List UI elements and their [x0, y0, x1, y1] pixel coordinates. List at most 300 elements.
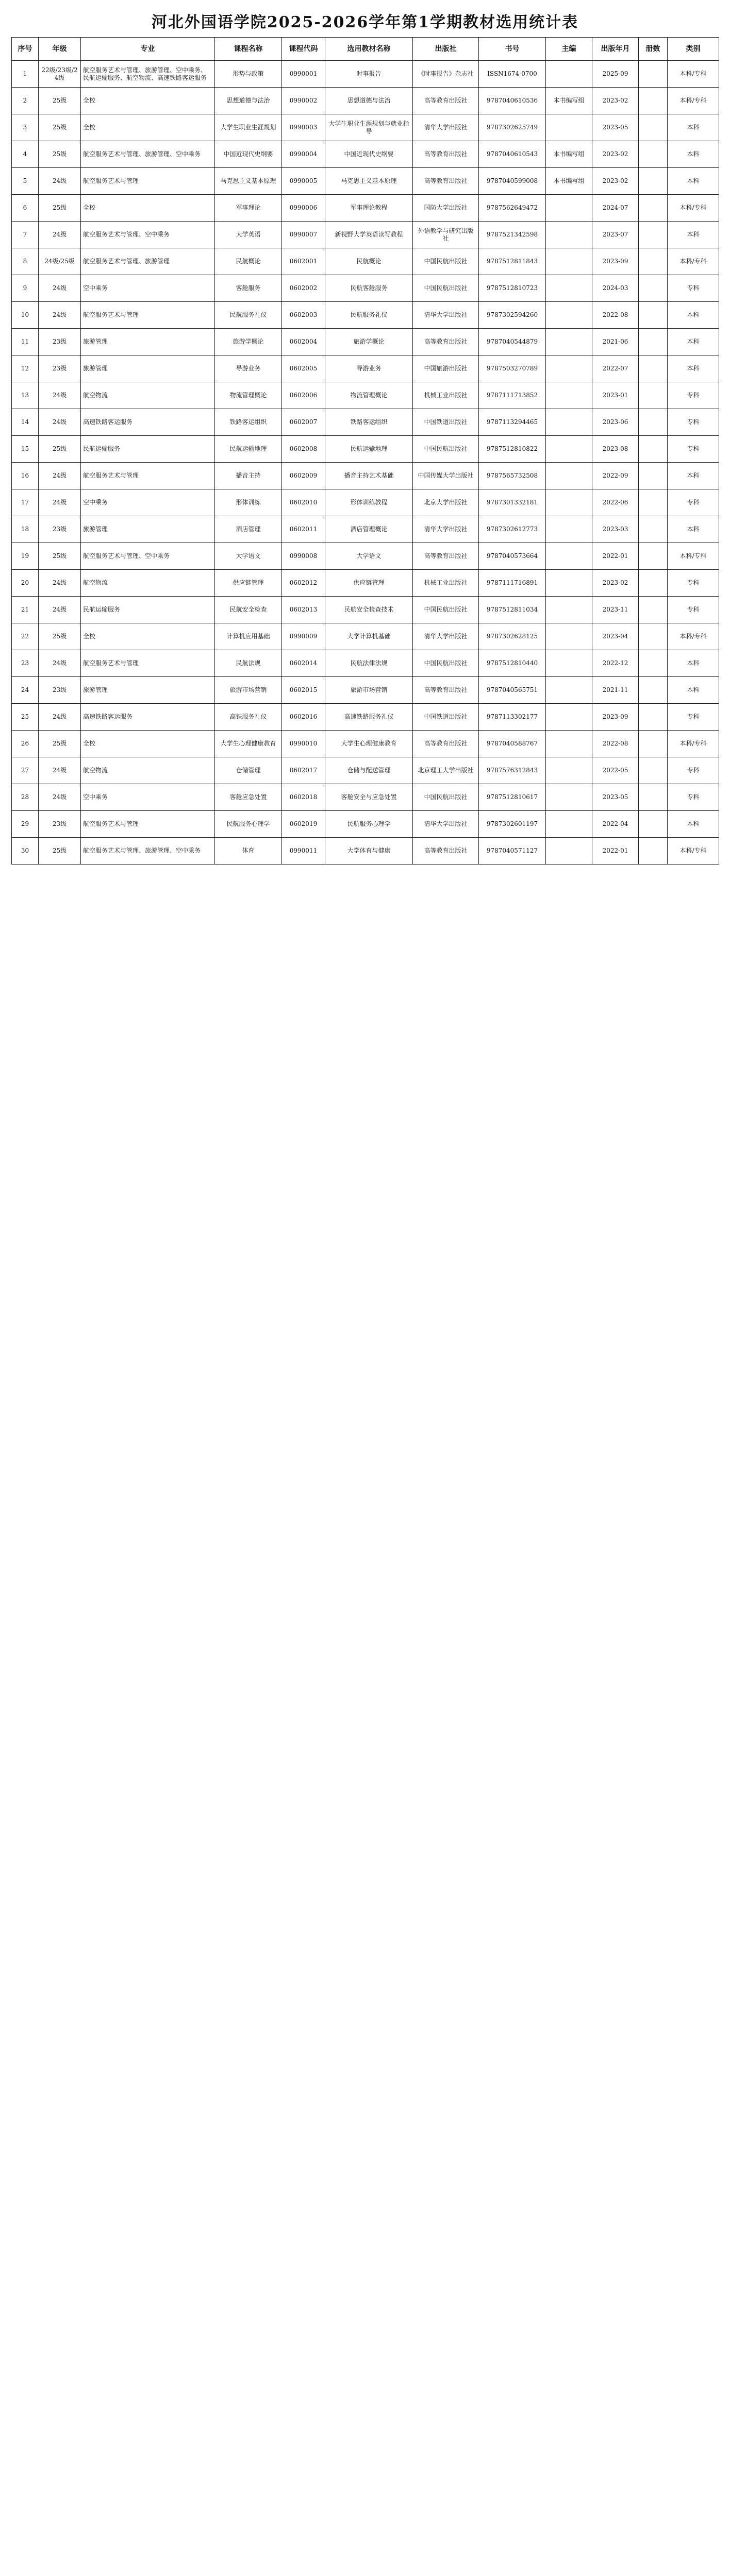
isbn-cell: 9787302594260	[479, 302, 546, 329]
grade-cell: 23级	[39, 811, 81, 838]
grade-cell: 25级	[39, 88, 81, 114]
quantity-cell	[639, 168, 668, 195]
quantity-cell	[639, 248, 668, 275]
textbook-cell: 民航法律法规	[325, 650, 413, 677]
course-cell: 军事理论	[215, 195, 282, 222]
row-number: 27	[12, 757, 39, 784]
editor-cell	[546, 623, 592, 650]
row-number: 22	[12, 623, 39, 650]
quantity-cell	[639, 623, 668, 650]
major-cell: 航空物流	[81, 570, 215, 597]
isbn-cell: 9787040571127	[479, 838, 546, 865]
course-code-cell: 0990011	[282, 838, 325, 865]
publisher-cell: 机械工业出版社	[413, 382, 479, 409]
textbook-cell: 大学计算机基础	[325, 623, 413, 650]
quantity-cell	[639, 61, 668, 88]
quantity-cell	[639, 489, 668, 516]
table-row	[12, 302, 719, 329]
category-cell: 本科/专科	[668, 623, 719, 650]
isbn-cell: 9787562649472	[479, 195, 546, 222]
quantity-cell	[639, 677, 668, 704]
quantity-cell	[639, 195, 668, 222]
textbook-cell: 客舱安全与应急处置	[325, 784, 413, 811]
textbook-cell: 民航安全检查技术	[325, 597, 413, 623]
table-row	[12, 516, 719, 543]
quantity-cell	[639, 88, 668, 114]
column-header: 课程代码	[282, 38, 325, 61]
isbn-cell: 9787503270789	[479, 355, 546, 382]
row-number: 14	[12, 409, 39, 436]
grade-cell: 25级	[39, 623, 81, 650]
editor-cell	[546, 195, 592, 222]
table-row	[12, 543, 719, 570]
publish-date-cell: 2022-05	[592, 757, 639, 784]
quantity-cell	[639, 329, 668, 355]
quantity-cell	[639, 811, 668, 838]
publish-date-cell: 2022-12	[592, 650, 639, 677]
category-cell: 专科	[668, 489, 719, 516]
publisher-cell: 清华大学出版社	[413, 302, 479, 329]
textbook-cell: 形体训练教程	[325, 489, 413, 516]
publish-date-cell: 2023-09	[592, 704, 639, 731]
row-number: 21	[12, 597, 39, 623]
quantity-cell	[639, 409, 668, 436]
course-code-cell: 0990008	[282, 543, 325, 570]
publish-date-cell: 2023-02	[592, 88, 639, 114]
category-cell: 本科	[668, 516, 719, 543]
course-code-cell: 0602010	[282, 489, 325, 516]
course-cell: 大学英语	[215, 222, 282, 248]
course-cell: 旅游市场营销	[215, 677, 282, 704]
editor-cell	[546, 248, 592, 275]
editor-cell	[546, 114, 592, 141]
publisher-cell: 中国民航出版社	[413, 650, 479, 677]
grade-cell: 24级	[39, 168, 81, 195]
publish-date-cell: 2023-01	[592, 382, 639, 409]
publish-date-cell: 2023-05	[592, 114, 639, 141]
isbn-cell: 9787512811034	[479, 597, 546, 623]
major-cell: 航空服务艺术与管理	[81, 463, 215, 489]
publisher-cell: 外语教学与研究出版社	[413, 222, 479, 248]
row-number: 5	[12, 168, 39, 195]
major-cell: 全校	[81, 731, 215, 757]
major-cell: 全校	[81, 88, 215, 114]
page-title: 河北外国语学院2025-2026学年第1学期教材选用统计表	[151, 13, 579, 31]
row-number: 1	[12, 61, 39, 88]
course-code-cell: 0602004	[282, 329, 325, 355]
row-number: 29	[12, 811, 39, 838]
textbook-cell: 民航客舱服务	[325, 275, 413, 302]
grade-cell: 24级	[39, 302, 81, 329]
isbn-cell: 9787113302177	[479, 704, 546, 731]
category-cell: 本科	[668, 329, 719, 355]
course-code-cell: 0990004	[282, 141, 325, 168]
category-cell: 专科	[668, 570, 719, 597]
editor-cell	[546, 570, 592, 597]
editor-cell: 本书编写组	[546, 141, 592, 168]
quantity-cell	[639, 463, 668, 489]
major-cell: 航空服务艺术与管理	[81, 811, 215, 838]
column-header: 出版年月	[592, 38, 639, 61]
publisher-cell: 中国民航出版社	[413, 436, 479, 463]
quantity-cell	[639, 222, 668, 248]
publish-date-cell: 2022-01	[592, 838, 639, 865]
course-cell: 马克思主义基本原理	[215, 168, 282, 195]
isbn-cell: 9787302612773	[479, 516, 546, 543]
textbook-cell: 播音主持艺术基础	[325, 463, 413, 489]
grade-cell: 24级	[39, 409, 81, 436]
isbn-cell: 9787512810617	[479, 784, 546, 811]
course-cell: 民航法规	[215, 650, 282, 677]
editor-cell	[546, 355, 592, 382]
grade-cell: 25级	[39, 436, 81, 463]
quantity-cell	[639, 838, 668, 865]
textbook-cell: 大学生职业生涯规划与就业指导	[325, 114, 413, 141]
publish-date-cell: 2024-03	[592, 275, 639, 302]
grade-cell: 23级	[39, 677, 81, 704]
publisher-cell: 清华大学出版社	[413, 623, 479, 650]
isbn-cell: 9787040565751	[479, 677, 546, 704]
publisher-cell: 清华大学出版社	[413, 516, 479, 543]
isbn-cell: 9787512811843	[479, 248, 546, 275]
table-row	[12, 838, 719, 865]
table-row	[12, 597, 719, 623]
publish-date-cell: 2022-01	[592, 543, 639, 570]
major-cell: 民航运输服务	[81, 436, 215, 463]
row-number: 26	[12, 731, 39, 757]
isbn-cell: 9787512810440	[479, 650, 546, 677]
row-number: 4	[12, 141, 39, 168]
category-cell: 专科	[668, 409, 719, 436]
major-cell: 全校	[81, 623, 215, 650]
table-row	[12, 141, 719, 168]
course-code-cell: 0602001	[282, 248, 325, 275]
course-cell: 中国近现代史纲要	[215, 141, 282, 168]
editor-cell	[546, 302, 592, 329]
row-number: 2	[12, 88, 39, 114]
major-cell: 空中乘务	[81, 489, 215, 516]
quantity-cell	[639, 355, 668, 382]
grade-cell: 24级	[39, 489, 81, 516]
major-cell: 航空服务艺术与管理、旅游管理、空中乘务、民航运输服务、航空物流、高速铁路客运服务	[81, 61, 215, 88]
category-cell: 专科	[668, 436, 719, 463]
course-cell: 大学生职业生涯规划	[215, 114, 282, 141]
publish-date-cell: 2021-11	[592, 677, 639, 704]
grade-cell: 24级	[39, 650, 81, 677]
category-cell: 本科/专科	[668, 61, 719, 88]
publisher-cell: 高等教育出版社	[413, 168, 479, 195]
isbn-cell: 9787512810822	[479, 436, 546, 463]
publish-date-cell: 2022-08	[592, 731, 639, 757]
category-cell: 本科/专科	[668, 543, 719, 570]
row-number: 8	[12, 248, 39, 275]
publisher-cell: 中国铁道出版社	[413, 704, 479, 731]
major-cell: 航空物流	[81, 757, 215, 784]
publisher-cell: 清华大学出版社	[413, 811, 479, 838]
grade-cell: 24级	[39, 382, 81, 409]
category-cell: 本科/专科	[668, 195, 719, 222]
major-cell: 航空服务艺术与管理	[81, 650, 215, 677]
course-cell: 供应链管理	[215, 570, 282, 597]
category-cell: 专科	[668, 704, 719, 731]
document-page	[11, 10, 719, 865]
publish-date-cell: 2023-09	[592, 248, 639, 275]
column-header: 册数	[639, 38, 668, 61]
table-row	[12, 731, 719, 757]
course-cell: 客舱服务	[215, 275, 282, 302]
major-cell: 高速铁路客运服务	[81, 704, 215, 731]
editor-cell	[546, 222, 592, 248]
table-row	[12, 222, 719, 248]
course-code-cell: 0990003	[282, 114, 325, 141]
isbn-cell: 9787040599008	[479, 168, 546, 195]
table-row	[12, 382, 719, 409]
textbook-cell: 仓储与配送管理	[325, 757, 413, 784]
textbook-table	[11, 37, 719, 865]
major-cell: 空中乘务	[81, 275, 215, 302]
editor-cell	[546, 731, 592, 757]
course-code-cell: 0990005	[282, 168, 325, 195]
table-row	[12, 463, 719, 489]
course-cell: 旅游学概论	[215, 329, 282, 355]
publisher-cell: 机械工业出版社	[413, 570, 479, 597]
row-number: 18	[12, 516, 39, 543]
major-cell: 全校	[81, 195, 215, 222]
course-code-cell: 0990001	[282, 61, 325, 88]
major-cell: 航空服务艺术与管理、旅游管理、空中乘务	[81, 838, 215, 865]
publish-date-cell: 2023-07	[592, 222, 639, 248]
course-code-cell: 0602008	[282, 436, 325, 463]
course-cell: 播音主持	[215, 463, 282, 489]
course-code-cell: 0602014	[282, 650, 325, 677]
isbn-cell: 9787111713852	[479, 382, 546, 409]
textbook-cell: 酒店管理概论	[325, 516, 413, 543]
major-cell: 航空服务艺术与管理	[81, 302, 215, 329]
table-row	[12, 489, 719, 516]
publisher-cell: 高等教育出版社	[413, 329, 479, 355]
row-number: 19	[12, 543, 39, 570]
editor-cell: 本书编写组	[546, 168, 592, 195]
quantity-cell	[639, 597, 668, 623]
course-cell: 客舱应急处置	[215, 784, 282, 811]
publish-date-cell: 2022-07	[592, 355, 639, 382]
row-number: 25	[12, 704, 39, 731]
column-header: 专业	[81, 38, 215, 61]
course-code-cell: 0990002	[282, 88, 325, 114]
publisher-cell: 中国民航出版社	[413, 248, 479, 275]
category-cell: 本科	[668, 114, 719, 141]
publish-date-cell: 2023-04	[592, 623, 639, 650]
row-number: 6	[12, 195, 39, 222]
publish-date-cell: 2025-09	[592, 61, 639, 88]
publisher-cell: 高等教育出版社	[413, 838, 479, 865]
course-code-cell: 0602013	[282, 597, 325, 623]
category-cell: 本科	[668, 355, 719, 382]
grade-cell: 23级	[39, 355, 81, 382]
textbook-cell: 中国近现代史纲要	[325, 141, 413, 168]
publish-date-cell: 2023-08	[592, 436, 639, 463]
course-cell: 体育	[215, 838, 282, 865]
grade-cell: 24级	[39, 704, 81, 731]
table-row	[12, 168, 719, 195]
category-cell: 本科	[668, 650, 719, 677]
isbn-cell: 9787301332181	[479, 489, 546, 516]
course-cell: 民航概论	[215, 248, 282, 275]
table-row	[12, 275, 719, 302]
table-row	[12, 436, 719, 463]
textbook-cell: 民航服务心理学	[325, 811, 413, 838]
category-cell: 本科/专科	[668, 731, 719, 757]
publisher-cell: 高等教育出版社	[413, 543, 479, 570]
course-cell: 形体训练	[215, 489, 282, 516]
isbn-cell: 9787576312843	[479, 757, 546, 784]
table-row	[12, 811, 719, 838]
grade-cell: 24级/25级	[39, 248, 81, 275]
row-number: 3	[12, 114, 39, 141]
textbook-cell: 旅游学概论	[325, 329, 413, 355]
category-cell: 专科	[668, 757, 719, 784]
table-row	[12, 650, 719, 677]
category-cell: 本科/专科	[668, 838, 719, 865]
publish-date-cell: 2022-06	[592, 489, 639, 516]
publisher-cell: 北京理工大学出版社	[413, 757, 479, 784]
publish-date-cell: 2024-07	[592, 195, 639, 222]
column-header: 序号	[12, 38, 39, 61]
table-row	[12, 409, 719, 436]
publisher-cell: 高等教育出版社	[413, 141, 479, 168]
course-cell: 民航安全检查	[215, 597, 282, 623]
isbn-cell: 9787040544879	[479, 329, 546, 355]
grade-cell: 25级	[39, 731, 81, 757]
grade-cell: 22级/23级/24级	[39, 61, 81, 88]
grade-cell: 23级	[39, 329, 81, 355]
isbn-cell: 9787565732508	[479, 463, 546, 489]
course-cell: 高铁服务礼仪	[215, 704, 282, 731]
course-cell: 民航服务礼仪	[215, 302, 282, 329]
table-row	[12, 61, 719, 88]
category-cell: 专科	[668, 784, 719, 811]
publisher-cell: 高等教育出版社	[413, 677, 479, 704]
publisher-cell: 《时事报告》杂志社	[413, 61, 479, 88]
quantity-cell	[639, 757, 668, 784]
textbook-cell: 大学生心理健康教育	[325, 731, 413, 757]
publish-date-cell: 2022-08	[592, 302, 639, 329]
quantity-cell	[639, 731, 668, 757]
table-row	[12, 195, 719, 222]
column-header: 课程名称	[215, 38, 282, 61]
publisher-cell: 中国民航出版社	[413, 597, 479, 623]
row-number: 10	[12, 302, 39, 329]
major-cell: 旅游管理	[81, 516, 215, 543]
isbn-cell: 9787302625749	[479, 114, 546, 141]
isbn-cell: 9787040573664	[479, 543, 546, 570]
grade-cell: 25级	[39, 838, 81, 865]
course-code-cell: 0602012	[282, 570, 325, 597]
course-code-cell: 0602019	[282, 811, 325, 838]
table-row	[12, 784, 719, 811]
table-row	[12, 329, 719, 355]
major-cell: 航空服务艺术与管理、旅游管理、空中乘务	[81, 141, 215, 168]
textbook-cell: 大学语文	[325, 543, 413, 570]
major-cell: 旅游管理	[81, 355, 215, 382]
quantity-cell	[639, 516, 668, 543]
category-cell: 本科	[668, 677, 719, 704]
editor-cell	[546, 543, 592, 570]
major-cell: 航空服务艺术与管理、空中乘务	[81, 543, 215, 570]
publisher-cell: 清华大学出版社	[413, 114, 479, 141]
course-cell: 形势与政策	[215, 61, 282, 88]
table-row	[12, 355, 719, 382]
column-header: 类别	[668, 38, 719, 61]
category-cell: 专科	[668, 275, 719, 302]
publisher-cell: 中国民航出版社	[413, 784, 479, 811]
course-cell: 铁路客运组织	[215, 409, 282, 436]
editor-cell	[546, 838, 592, 865]
editor-cell	[546, 757, 592, 784]
textbook-cell: 导游业务	[325, 355, 413, 382]
grade-cell: 25级	[39, 141, 81, 168]
course-cell: 民航运输地理	[215, 436, 282, 463]
textbook-cell: 思想道德与法治	[325, 88, 413, 114]
isbn-cell: 9787111716891	[479, 570, 546, 597]
editor-cell	[546, 436, 592, 463]
quantity-cell	[639, 704, 668, 731]
row-number: 9	[12, 275, 39, 302]
major-cell: 高速铁路客运服务	[81, 409, 215, 436]
quantity-cell	[639, 275, 668, 302]
grade-cell: 24级	[39, 757, 81, 784]
publish-date-cell: 2023-02	[592, 570, 639, 597]
publisher-cell: 高等教育出版社	[413, 88, 479, 114]
isbn-cell: 9787521342598	[479, 222, 546, 248]
row-number: 24	[12, 677, 39, 704]
quantity-cell	[639, 570, 668, 597]
textbook-cell: 民航运输地理	[325, 436, 413, 463]
category-cell: 本科/专科	[668, 88, 719, 114]
course-cell: 仓储管理	[215, 757, 282, 784]
course-code-cell: 0602011	[282, 516, 325, 543]
textbook-cell: 物流管理概论	[325, 382, 413, 409]
row-number: 17	[12, 489, 39, 516]
table-body	[12, 61, 719, 865]
quantity-cell	[639, 114, 668, 141]
course-cell: 思想道德与法治	[215, 88, 282, 114]
major-cell: 航空服务艺术与管理、旅游管理	[81, 248, 215, 275]
major-cell: 航空服务艺术与管理、空中乘务	[81, 222, 215, 248]
category-cell: 本科	[668, 141, 719, 168]
table-row	[12, 677, 719, 704]
row-number: 15	[12, 436, 39, 463]
editor-cell	[546, 516, 592, 543]
course-cell: 导游业务	[215, 355, 282, 382]
column-header: 书号	[479, 38, 546, 61]
course-code-cell: 0602005	[282, 355, 325, 382]
quantity-cell	[639, 141, 668, 168]
textbook-cell: 马克思主义基本原理	[325, 168, 413, 195]
textbook-cell: 旅游市场营销	[325, 677, 413, 704]
editor-cell	[546, 650, 592, 677]
publish-date-cell: 2023-11	[592, 597, 639, 623]
quantity-cell	[639, 382, 668, 409]
grade-cell: 24级	[39, 275, 81, 302]
isbn-cell: 9787040610543	[479, 141, 546, 168]
grade-cell: 25级	[39, 114, 81, 141]
course-code-cell: 0602007	[282, 409, 325, 436]
table-header-row	[12, 38, 719, 61]
column-header: 选用教材名称	[325, 38, 413, 61]
editor-cell	[546, 489, 592, 516]
editor-cell	[546, 409, 592, 436]
